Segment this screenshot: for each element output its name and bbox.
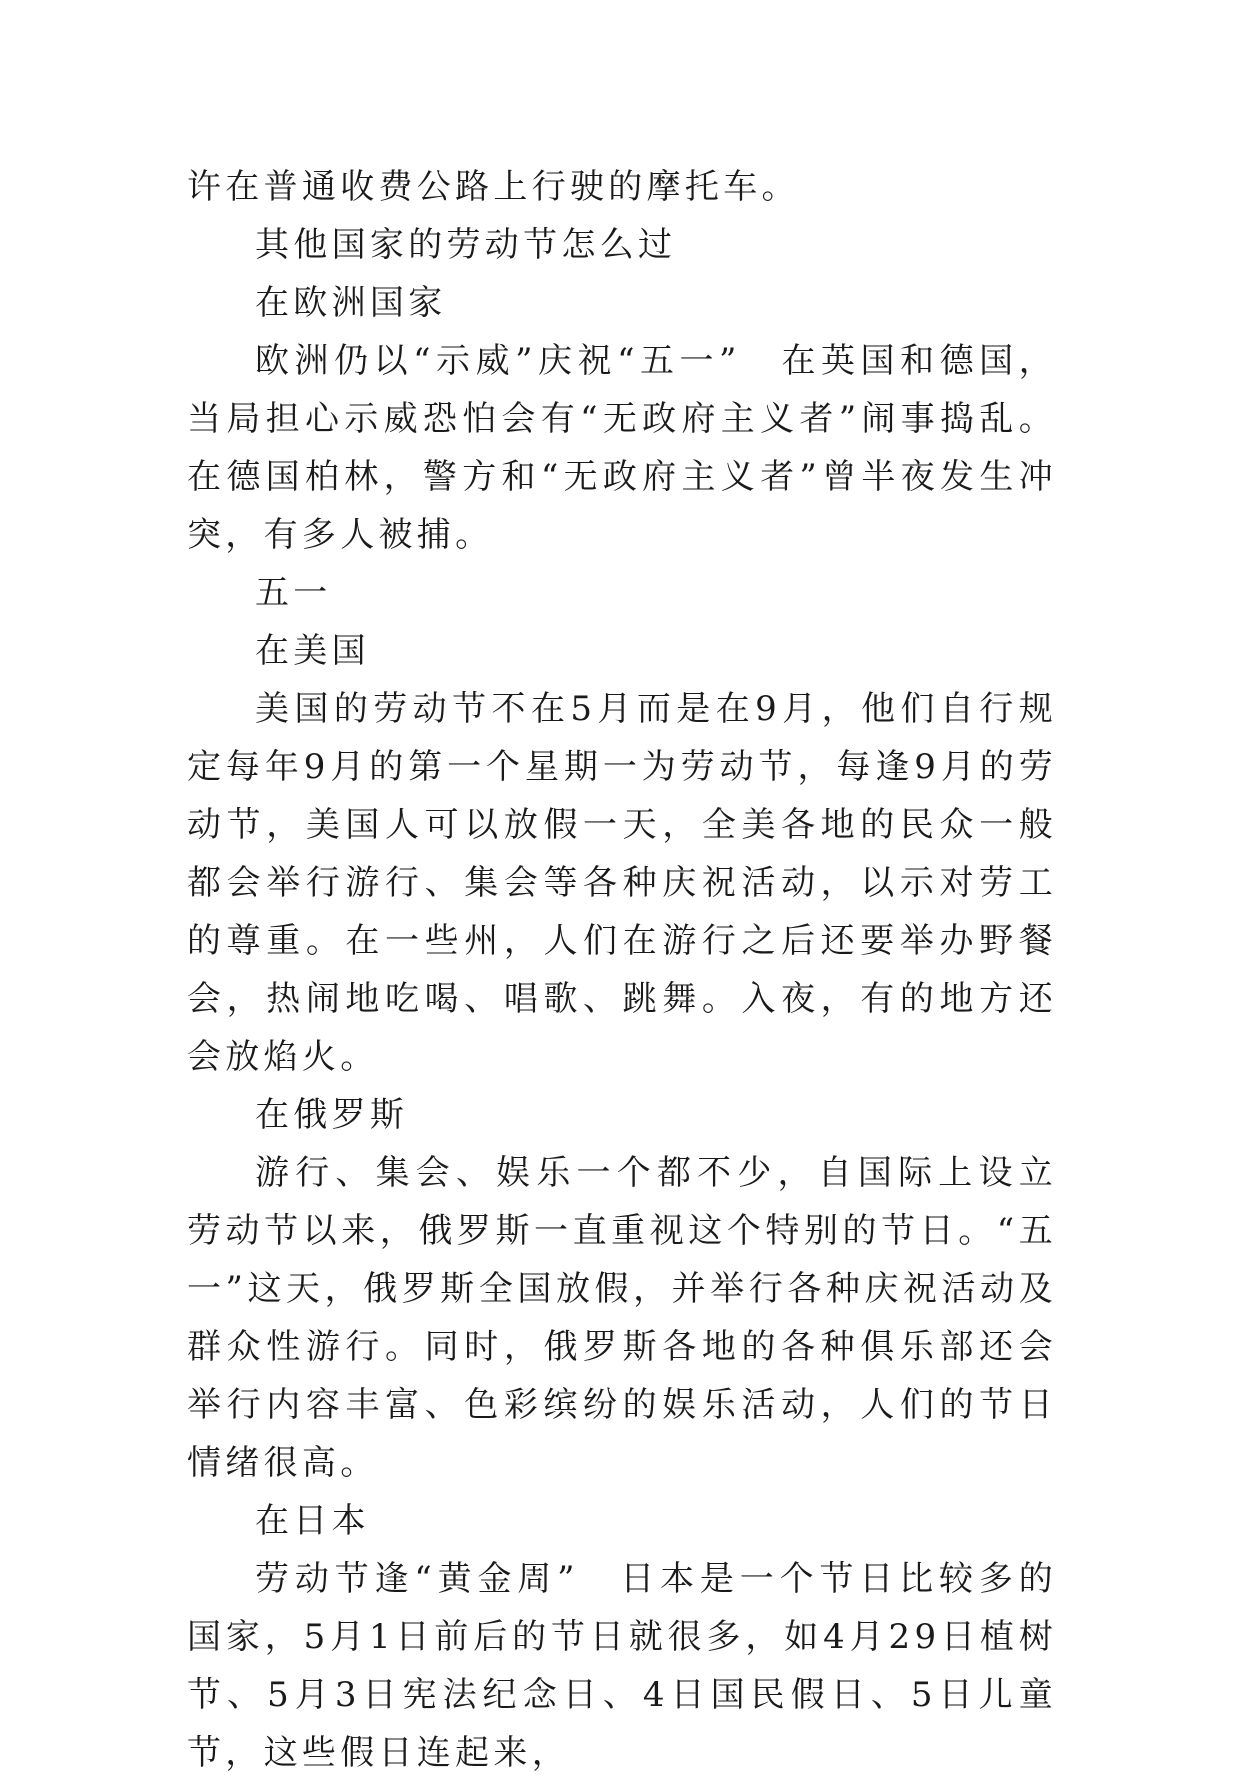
heading-may-day: 五一 [255, 573, 332, 613]
paragraph-continuation: 许在普通收费公路上行驶的摩托车。 [187, 167, 800, 207]
heading-europe: 在欧洲国家 [255, 283, 447, 323]
heading-russia: 在俄罗斯 [255, 1095, 409, 1135]
heading-other-countries: 其他国家的劳动节怎么过 [255, 225, 677, 265]
paragraph-europe: 欧洲仍以“示威”庆祝“五一” 在英国和德国，当局担心示威恐怕会有“无政府主义者”闹事捣乱。在德国柏林，警方和“无政府主义者”曾半夜发生冲突，有多人被捕。 [187, 341, 1057, 555]
heading-usa: 在美国 [255, 631, 370, 671]
heading-japan: 在日本 [255, 1501, 370, 1541]
paragraph-usa: 美国的劳动节不在5月而是在9月，他们自行规定每年9月的第一个星期一为劳动节，每逢9月的劳动节，美国人可以放假一天，全美各地的民众一般都会举行游行、集会等各种庆祝活动，以示对劳工的尊重。在一些州，人们在游行之后还要举办野餐会，热闹地吃喝、唱歌、跳舞。入夜，有的地方还会放焰火。 [187, 689, 1057, 1077]
paragraph-japan: 劳动节逢“黄金周” 日本是一个节日比较多的国家，5月1日前后的节日就很多，如4月29日植树节、5月3日宪法纪念日、4日国民假日、5日儿童节，这些假日连起来， [187, 1559, 1057, 1773]
document-body [187, 158, 1057, 1782]
paragraph-russia: 游行、集会、娱乐一个都不少，自国际上设立劳动节以来，俄罗斯一直重视这个特别的节日。“五一”这天，俄罗斯全国放假，并举行各种庆祝活动及群众性游行。同时，俄罗斯各地的各种俱乐部还会举行内容丰富、色彩缤纷的娱乐活动，人们的节日情绪很高。 [187, 1153, 1057, 1483]
